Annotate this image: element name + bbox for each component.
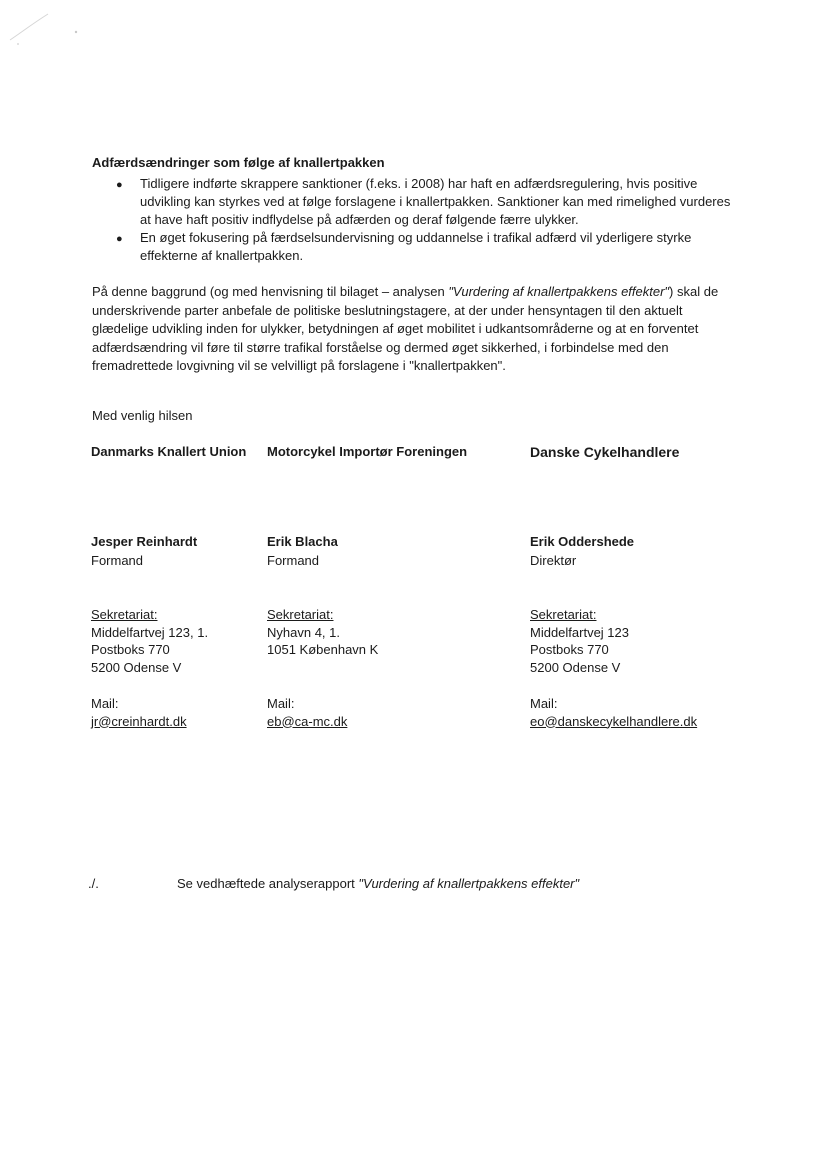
section-heading: Adfærdsændringer som følge af knallertpakken [92,155,385,170]
signatory-name: Erik Oddershede [530,534,635,549]
paragraph-text-end: ) skal de underskrivende parter anbefale de politiske beslutningstagere, at der under hensyntagen til den aktuelt glædelige udvikling inden for ulykker, betydningen af øget mobilitet i udkantsområderne og at en forventet adfærdsændring vil føre til større trafikal forståelse og dermed øget sikkerhed, i forbindelse med den fremadrettede lovgivning vil se velvilligt på forslagene i "knallertpakken". [92,284,719,374]
email-link[interactable]: eo@danskecykelhandlere.dk [530,713,698,729]
address-line: 5200 Odense V [530,659,621,675]
signatory-name: Jesper Reinhardt [91,534,198,549]
signatory-title: Formand [91,553,144,568]
mail-label: Mail: [530,696,558,711]
address-line: Postboks 770 [91,642,170,657]
address-line: Middelfartvej 123, 1. [91,624,209,640]
address-line: 5200 Odense V [91,659,182,675]
email-link[interactable]: eb@ca-mc.dk [267,713,348,729]
address-line: Middelfartvej 123 [530,624,629,640]
signatory-title: Formand [267,553,320,568]
email-link[interactable]: jr@creinhardt.dk [91,713,187,729]
mail-block [530,695,697,730]
report-title-italic: "Vurdering af knallertpakkens effekter" [448,284,670,299]
signatory-name: Erik Blacha [267,534,338,549]
mail-label: Mail: [267,696,295,711]
secretariat-label: Sekretariat: [530,607,597,622]
list-item [92,229,742,265]
body-paragraph [92,283,742,376]
secretariat-block [267,606,378,659]
address-line: Postboks 770 [530,642,609,657]
bullet-list [92,175,742,265]
secretariat-block [91,606,208,676]
list-item [92,175,742,229]
enclosure-note [177,876,579,891]
mail-label: Mail: [91,696,119,711]
enclosure-report-title: "Vurdering af knallertpakkens effekter" [358,876,580,891]
organization-name: Motorcykel Importør Foreningen [267,444,468,459]
bullet-text: En øget fokusering på færdselsundervisning og uddannelse i trafikal adfærd vil yderligere styrke effekterne af knallertpakken. [140,230,692,263]
enclosure-text: Se vedhæftede analyserapport [177,876,359,891]
secretariat-label: Sekretariat: [91,607,158,622]
mail-block [91,695,187,730]
mail-block [267,695,347,730]
scan-artifact-icon [8,6,88,46]
secretariat-block [530,606,629,676]
signatory-title: Direktør [530,553,577,568]
signatory-column [530,444,698,729]
secretariat-label: Sekretariat: [267,607,334,622]
signatory-column [267,444,468,729]
enclosure-mark: ./. [88,876,99,891]
signatory-column [91,444,247,729]
address-line: Nyhavn 4, 1. [267,624,340,640]
bullet-text: Tidligere indførte skrappere sanktioner (f.eks. i 2008) har haft en adfærdsregulering, hvis positive udvikling kan styrkes ved at følge forslagene i knallertpakken. Sanktioner kan med rimelighed vurderes at have haft positiv indflydelse på adfærden og deraf følgende færre ulykker. [140,176,731,227]
address-line: 1051 København K [267,642,379,657]
organization-name: Danske Cykelhandlere [530,444,680,460]
organization-name: Danmarks Knallert Union [91,444,247,459]
greeting: Med venlig hilsen [92,408,193,423]
paragraph-text-start: På denne baggrund (og med henvisning til bilaget – analysen [92,284,449,299]
bullet-icon: ● [116,233,123,245]
bullet-icon: ● [116,179,123,191]
